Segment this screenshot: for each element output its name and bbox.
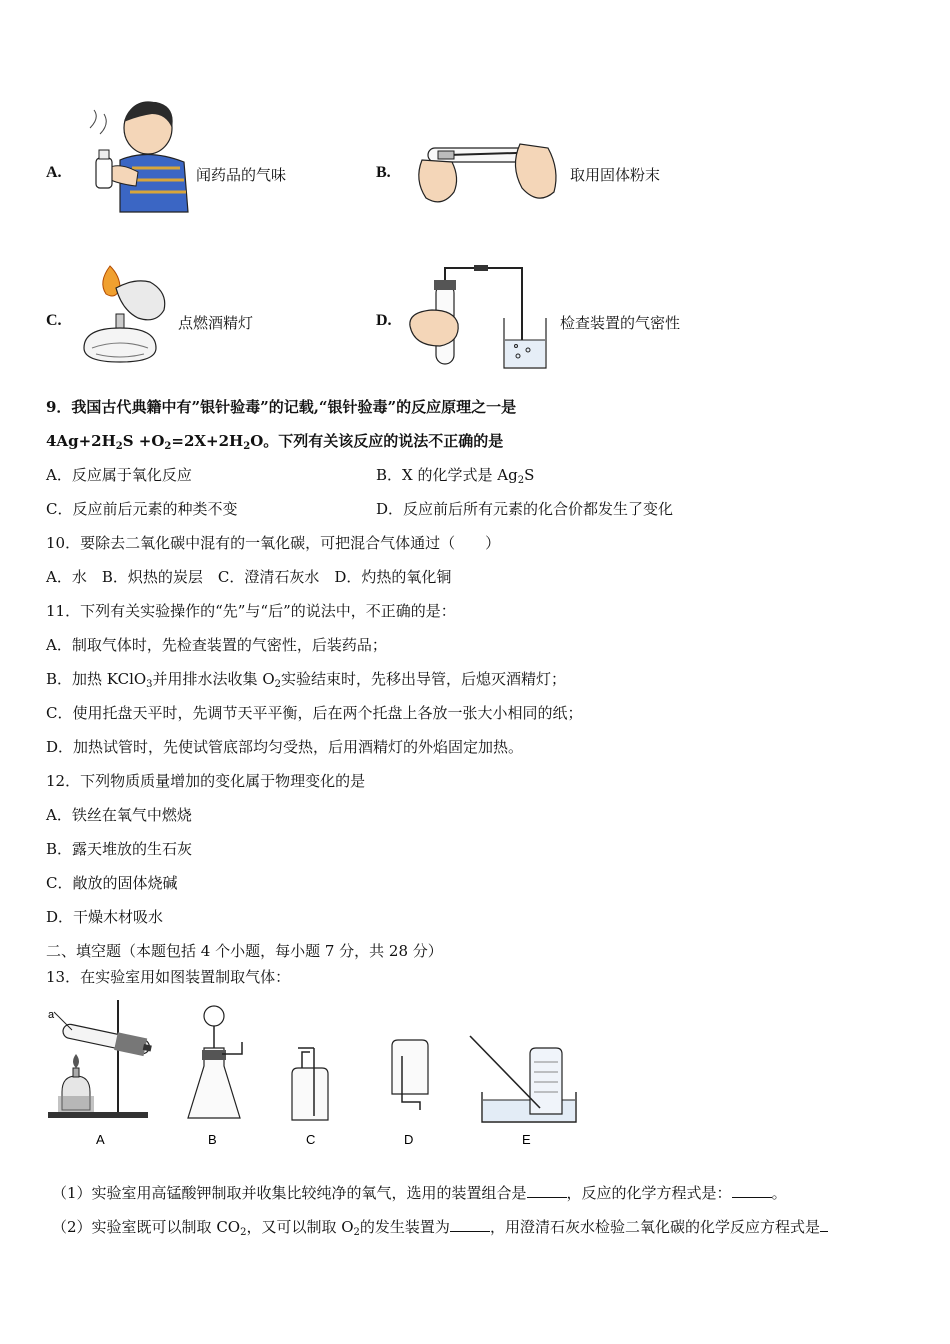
q12-option-c: C．敞放的固体烧碱 [46,874,178,892]
answer-blank-1[interactable] [527,1185,567,1198]
apparatus-d-drawing [392,1040,428,1110]
option-c-caption: 点燃酒精灯 [178,314,254,332]
label-apparatus-e: E [522,1132,531,1147]
label-apparatus-a: A [96,1132,105,1147]
airtightness-check-illustration [404,262,554,374]
q9-option-c: C．反应前后元素的种类不变 [46,500,238,518]
answer-blank-3[interactable] [450,1219,490,1232]
q11-option-a: A．制取气体时，先检查装置的气密性，后装药品； [46,636,387,654]
q10-options: A．水 B．炽热的炭层 C．澄清石灰水 D．灼热的氧化铜 [46,568,452,586]
q13-sub1: （1）实验室用高锰酸钾制取并收集比较纯净的氧气，选用的装置组合是 ，反应的化学方程式是： 。 [52,1184,787,1202]
q12-option-a: A．铁丝在氧气中燃烧 [46,806,192,824]
q11-option-d: D．加热试管时，先使试管底部均匀受热，后用酒精灯的外焰固定加热。 [46,738,524,756]
option-b-caption: 取用固体粉末 [570,166,661,184]
q12-option-d: D．干燥木材吸水 [46,908,164,926]
lighting-lamp-illustration [76,262,172,370]
option-a-caption: 闻药品的气味 [196,166,287,184]
label-apparatus-d: D [404,1132,414,1147]
label-apparatus-c: C [306,1132,316,1147]
label-apparatus-b: B [208,1132,217,1147]
q12-stem: 12．下列物质质量增加的变化属于物理变化的是 [46,772,366,790]
option-c-letter: C. [46,312,62,329]
apparatus-c-drawing [292,1048,328,1120]
section-2-title: 二、填空题（本题包括 4 个小题，每小题 7 分，共 28 分） [46,942,443,960]
option-d-caption: 检查装置的气密性 [560,314,681,332]
q11-option-b: B．加热 KClO$_3$并用排水法收集 $O_2$实验结束时，先移出导管，后熄灭酒精灯； [46,670,567,690]
q13-stem: 13．在实验室用如图装置制取气体： [46,968,291,986]
option-b-letter: B. [376,164,391,181]
q9-stem: 9．我国古代典籍中有”银针验毒”的记载,“银针验毒”的反应原理之一是 [46,398,517,416]
q9-equation: $4Ag+2H_2S +O_2=2X+2H_2O$。下列有关该反应的说法不正确的是 [46,432,504,452]
answer-blank-2[interactable] [732,1185,772,1198]
q12-option-b: B．露天堆放的生石灰 [46,840,193,858]
apparatus-b-drawing [188,1006,242,1118]
gas-apparatus-figure [46,996,586,1152]
q11-stem: 11．下列有关实验操作的“先”与“后”的说法中，不正确的是： [46,602,456,620]
q13-sub2: （2）实验室既可以制取 $CO_2$，又可以制取 $O_2$的发生装置为 ，用澄清石灰水检验二氧化碳的化学反应方程式是 [52,1216,828,1238]
option-d-letter: D. [376,312,392,329]
label-a-small: a [48,1009,55,1021]
q9-option-d: D．反应前后所有元素的化合价都发生了变化 [376,500,674,518]
q11-option-c: C．使用托盘天平时，先调节天平平衡，后在两个托盘上各放一张大小相同的纸； [46,704,583,722]
apparatus-a-drawing [48,1000,153,1118]
q9-option-b: B．X 的化学式是 $Ag_2S$ [376,466,535,486]
option-a-letter: A. [46,164,62,181]
q9-option-a: A．反应属于氧化反应 [46,466,192,484]
powder-spatula-illustration [408,130,560,210]
q10-stem: 10．要除去二氧化碳中混有的一氧化碳，可把混合气体通过（ ） [46,534,501,552]
apparatus-e-drawing [470,1036,576,1122]
answer-blank-4[interactable] [820,1219,828,1232]
smell-chemical-illustration [80,98,192,214]
